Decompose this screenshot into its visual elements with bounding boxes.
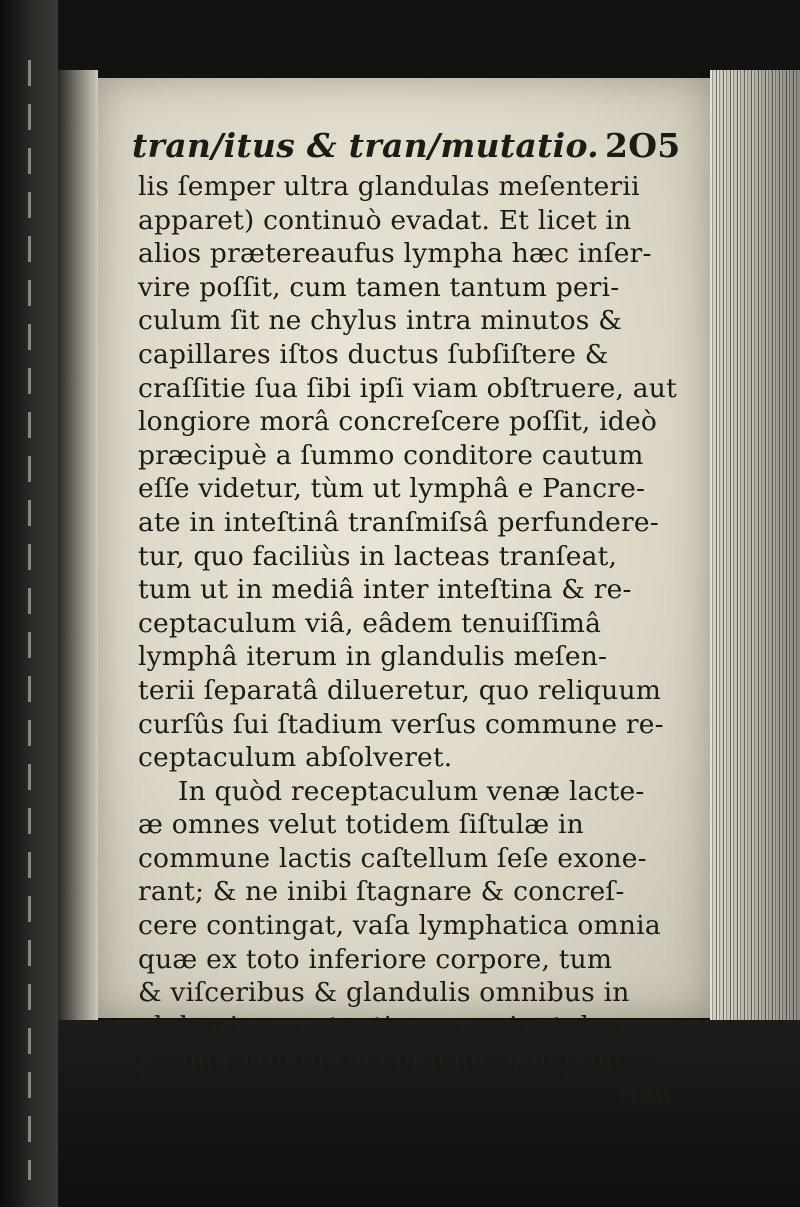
paragraph-1 <box>132 170 692 775</box>
text-line: alios prætereaufus lympha hæc inſer- <box>138 238 652 270</box>
text-line: æ omnes velut totidem ſiſtulæ in <box>138 809 584 841</box>
text-line: ceptaculum viâ, eâdem tenuiſſimâ <box>138 607 602 639</box>
text-line: commune lactis caſtellum ſeſe exone- <box>138 842 647 874</box>
text-line: tum ut in mediâ inter inteſtina & re- <box>138 574 632 606</box>
text-line: apparet) continuò evadat. Et licet in <box>138 204 632 236</box>
book-gutter <box>58 70 98 1030</box>
text-line: curſûs ſui ſtadium verſus commune re- <box>138 708 664 740</box>
catchword: tum <box>618 1078 672 1110</box>
running-title: tran/itus & tran/mutatio. <box>132 126 599 165</box>
text-line: tur, quo faciliùs in lacteas tranſeat, <box>138 540 618 572</box>
text-line: pham ſuam in receptaculum deponunt, <box>138 1044 668 1076</box>
text-line: & viſceribus & glandulis omnibus in <box>138 977 630 1009</box>
text-line: ate in inteſtinâ tranſmiſsâ perfundere- <box>138 506 659 538</box>
text-line: abdomine contentis proveniunt, lym- <box>138 1010 639 1042</box>
text-line: terii ſeparatâ dilueretur, quo reliquum <box>138 674 662 706</box>
text-line: culum ſit ne chylus intra minutos & <box>138 305 623 337</box>
page-number: 2O5 <box>604 126 681 165</box>
text-line: quæ ex toto inferiore corpore, tum <box>138 943 613 975</box>
page-edges-right <box>710 70 800 1050</box>
text-line: præcipuè a ſummo conditore cautum <box>138 439 644 471</box>
text-line: longiore morâ concreſcere poſſit, ideò <box>138 406 657 438</box>
text-line: rant; & ne inibi ſtagnare & concreſ- <box>138 876 625 908</box>
text-line: capillares iſtos ductus ſubſiſtere & <box>138 338 609 370</box>
text-line: cere contingat, vaſa lymphatica omnia <box>138 910 661 942</box>
page-text-block <box>132 128 692 1111</box>
paragraph-2 <box>132 775 692 1077</box>
text-line: vire poſſit, cum tamen tantum peri- <box>138 271 620 303</box>
text-line: In quòd receptaculum venæ lacte- <box>178 775 645 807</box>
text-line: craſſitie ſua ſibi ipſi viam obſtruere, aut <box>138 372 677 404</box>
text-line: eſſe videtur, tùm ut lymphâ e Pancre- <box>138 473 646 505</box>
text-line: lymphâ iterum in glandulis meſen- <box>138 641 608 673</box>
text-line: lis ſemper ultra glandulas meſenterii <box>138 171 640 202</box>
book-binding-left <box>0 0 58 1207</box>
running-header <box>132 128 692 164</box>
text-line: ceptaculum abſolveret. <box>138 742 453 774</box>
